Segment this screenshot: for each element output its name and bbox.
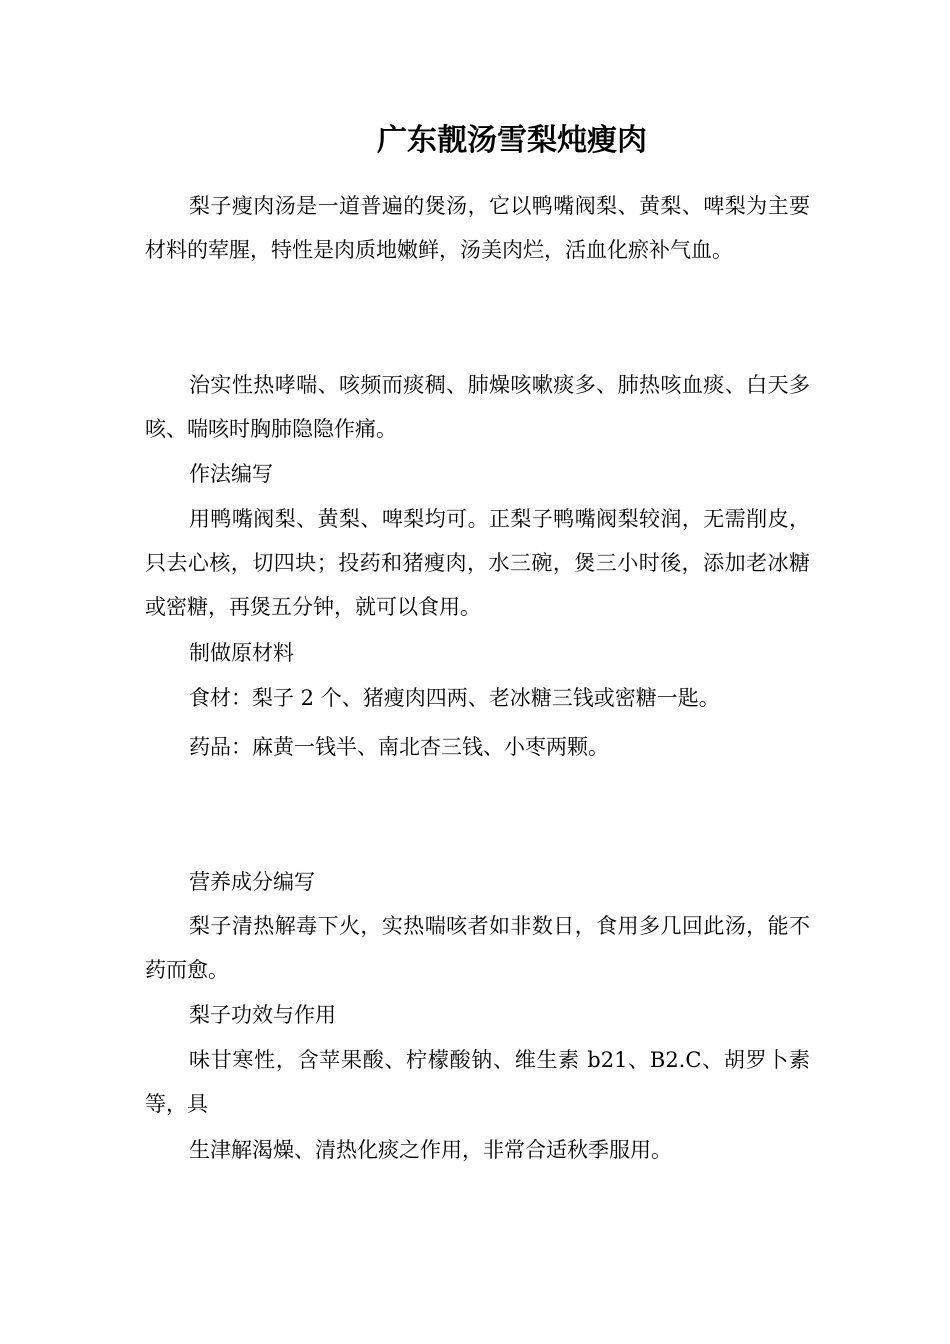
heading-method: 作法编写	[189, 462, 273, 486]
paragraph-nutrition: 梨子清热解毒下火，实热喘咳者如非数日，食用多几回此汤，能不药而愈。	[145, 914, 810, 982]
paragraph-effects: 治实性热哮喘、咳频而痰稠、肺燥咳嗽痰多、肺热咳血痰、白天多咳、喘咳时胸肺隐隐作痛。	[145, 373, 810, 441]
paragraph-pear-summary: 生津解渴燥、清热化痰之作用，非常合适秋季服用。	[189, 1138, 672, 1162]
paragraph-pear-benefits: 味甘寒性，含苹果酸、柠檬酸钠、维生素 b21、B2.C、胡罗卜素等，具	[145, 1048, 810, 1116]
heading-nutrition: 营养成分编写	[189, 870, 315, 894]
paragraph-herbal-ingredients: 药品：麻黄一钱半、南北杏三钱、小枣两颗。	[189, 735, 609, 759]
heading-ingredients: 制做原材料	[189, 641, 294, 665]
paragraph-food-ingredients: 食材：梨子 2 个、猪瘦肉四两、老冰糖三钱或密糖一匙。	[189, 686, 720, 710]
document-title: 广东靓汤雪梨炖瘦肉	[377, 123, 647, 158]
paragraph-method: 用鸭嘴阀梨、黄梨、啤梨均可。正梨子鸭嘴阀梨较润，无需削皮，只去心核，切四块；投药和猪瘦肉，水三碗，煲三小时後，添加老冰糖或密糖，再煲五分钟，就可以食用。	[145, 507, 810, 619]
paragraph-intro: 梨子瘦肉汤是一道普遍的煲汤，它以鸭嘴阀梨、黄梨、啤梨为主要材料的荤腥，特性是肉质地嫩鲜，汤美肉烂，活血化瘀补气血。	[145, 194, 810, 262]
heading-pear-benefits: 梨子功效与作用	[189, 1003, 336, 1027]
